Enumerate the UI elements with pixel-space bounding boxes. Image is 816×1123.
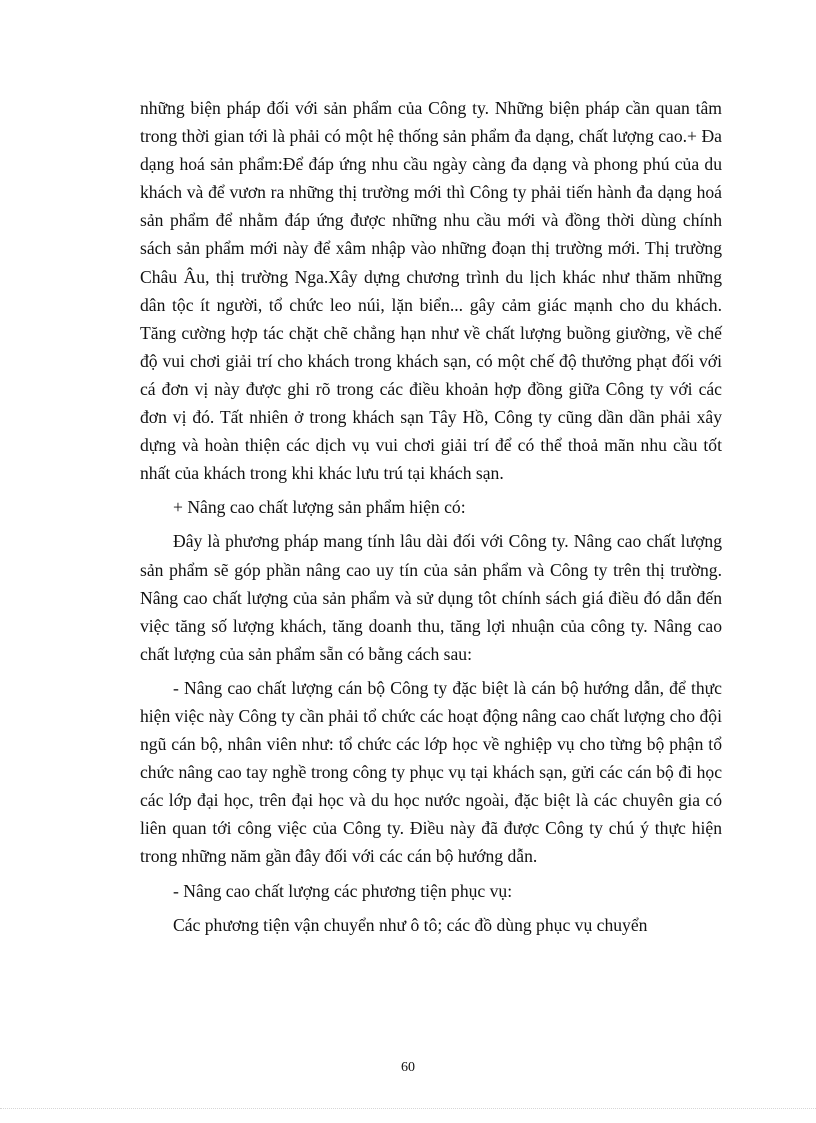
- paragraph-service-facilities-heading: - Nâng cao chất lượng các phương tiện phục vụ:: [173, 880, 513, 901]
- paragraph-improve-quality-heading: + Nâng cao chất lượng sản phẩm hiện có:: [173, 497, 466, 518]
- page-number: 60: [401, 1060, 415, 1075]
- paragraph-staff-quality: - Nâng cao chất lượng cán bộ Công ty đặc biệt là cán bộ hướng dẫn, để thực hiện việc này Công ty cần phải tổ chức các hoạt động nâng cao chất lượng cho đội ngũ cán bộ, nhân viên như: tổ chức các lớp học về nghiệp vụ cho từng bộ phận tổ chức nâng cao tay nghề trong công ty phục vụ tại khách sạn, gửi các cán bộ đi học các lớp đại học, trên đại học và du học nước ngoài, đặc biệt là các chuyên gia có liên quan tới công việc của Công ty. Điều này đã được Công ty chú ý thực hiện trong những năm gần đây đối với các cán bộ hướng dẫn.: [140, 677, 722, 867]
- body-text: [140, 94, 722, 939]
- paragraph-transport-facilities: Các phương tiện vận chuyển như ô tô; các đồ dùng phục vụ chuyển: [173, 914, 648, 935]
- page-bottom-rule: [0, 1108, 816, 1109]
- paragraph-product-diversification: những biện pháp đối với sản phẩm của Công ty. Những biện pháp cần quan tâm trong thời gian tới là phải có một hệ thống sản phẩm đa dạng, chất lượng cao.+ Đa dạng hoá sản phẩm:Để đáp ứng nhu cầu ngày càng đa dạng và phong phú của du khách và để vươn ra những thị trường mới thì Công ty phải tiến hành đa dạng hoá sản phẩm để nhằm đáp ứng được những nhu cầu mới và đồng thời dùng chính sách sản phẩm mới này để xâm nhập vào những đoạn thị trường mới. Thị trường Châu Âu, thị trường Nga.Xây dựng chương trình du lịch khác như thăm những dân tộc ít người, tổ chức leo núi, lặn biển... gây cảm giác mạnh cho du khách. Tăng cường hợp tác chặt chẽ chẳng hạn như về chất lượng buồng giường, về chế độ vui chơi giải trí cho khách trong khách sạn, có một chế độ thưởng phạt đối với cá đơn vị này được ghi rõ trong các điều khoản hợp đồng giữa Công ty với các đơn vị đó. Tất nhiên ở trong khách sạn Tây Hồ, Công ty cũng dần dần phải xây dựng và hoàn thiện các dịch vụ vui chơi giải trí để có thể thoả mãn nhu cầu tốt nhất của khách trong khi khác lưu trú tại khách sạn.: [140, 98, 722, 484]
- paragraph-quality-long-term: Đây là phương pháp mang tính lâu dài đối với Công ty. Nâng cao chất lượng sản phẩm sẽ góp phần nâng cao uy tín của sản phẩm và Công ty trên thị trường. Nâng cao chất lượng của sản phẩm và sử dụng tôt chính sách giá điều đó dẫn đến việc tăng số lượng khách, tăng doanh thu, tăng lợi nhuận của công ty. Nâng cao chất lượng của sản phẩm sẵn có bằng cách sau:: [140, 531, 722, 664]
